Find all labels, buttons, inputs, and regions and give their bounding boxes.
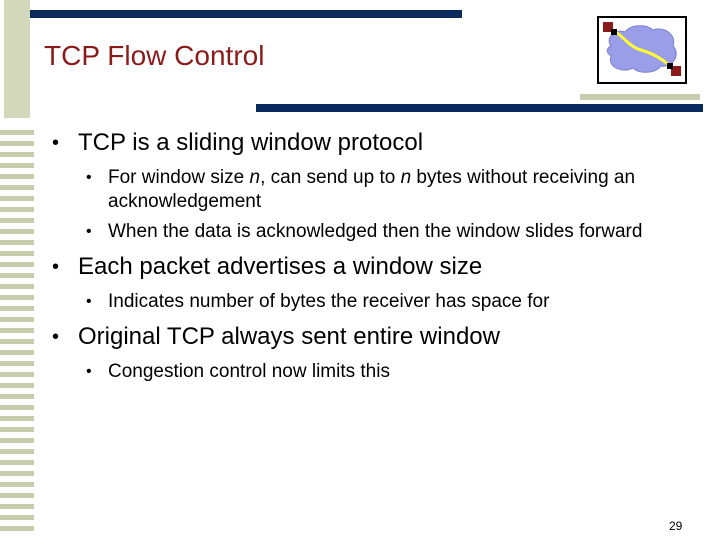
bullet-level2 (52, 220, 702, 244)
bullet-dot: • (86, 169, 92, 186)
bullet-text: bytes without receiving an acknowledgement (108, 167, 636, 212)
bullet-level1 (52, 128, 702, 158)
bullet-text: Indicates number of bytes the receiver has space for (108, 291, 550, 312)
slide-title: TCP Flow Control (44, 40, 265, 71)
bullet-dot: • (52, 256, 60, 278)
bullet-level1 (52, 252, 702, 282)
bullet-text: Each packet advertises a window size (78, 253, 483, 280)
bullet-text: For window size (108, 167, 250, 188)
gray-accent-bar (580, 94, 700, 100)
bullet-dot: • (52, 132, 60, 154)
bullet-list (52, 128, 702, 384)
bullet-variable: n (400, 167, 412, 188)
page-number: 29 (669, 519, 683, 533)
bullet-level2 (52, 290, 702, 314)
title-underline-bar (256, 104, 703, 112)
top-accent-bar (30, 10, 462, 18)
bullet-level2 (52, 360, 702, 384)
bullet-dot: • (52, 326, 60, 348)
bullet-dot: • (86, 223, 92, 240)
left-stripe-decoration (0, 0, 36, 540)
network-cloud-icon (597, 16, 687, 84)
bullet-dot: • (86, 363, 92, 380)
bullet-level1 (52, 322, 702, 352)
bullet-text: Congestion control now limits this (108, 361, 390, 382)
bullet-dot: • (86, 293, 92, 310)
bullet-text: Original TCP always sent entire window (78, 323, 500, 350)
bullet-level2 (52, 166, 702, 214)
bullet-variable: n (249, 167, 261, 188)
bullet-text: When the data is acknowledged then the window slides forward (108, 221, 643, 242)
bullet-text: , can send up to (260, 167, 401, 188)
bullet-text: TCP is a sliding window protocol (78, 129, 424, 156)
